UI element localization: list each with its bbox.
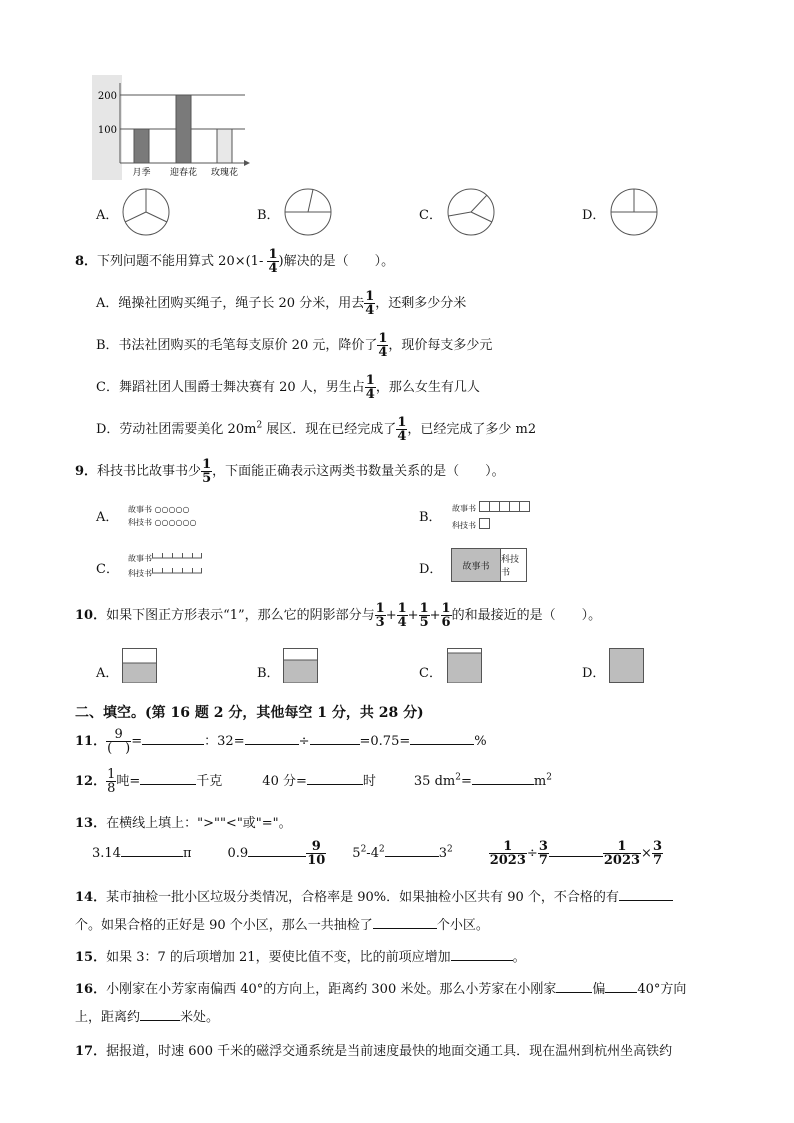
q16-blank-3[interactable] xyxy=(140,1008,180,1021)
category-label: 月季 xyxy=(132,168,151,178)
q7-option-b-label[interactable]: B． xyxy=(257,208,280,223)
q17: 17．据报道，时速 600 千米的磁浮交通系统是当前速度最快的地面交通工具．现在温州到杭州坐高铁约 xyxy=(75,1044,673,1059)
q16-blank-2[interactable] xyxy=(605,980,637,993)
tech-bar: 科技书 xyxy=(501,555,520,578)
story-segments xyxy=(152,551,204,559)
q11-blank-1[interactable] xyxy=(142,732,204,745)
y-tick-label: 200 xyxy=(97,91,117,102)
bar-chart xyxy=(92,75,252,185)
q8-option-b[interactable]: B．书法社团购买的毛笔每支原价 20 元，降价了 $\frac{1}{4}$ ，现价每支多少元 xyxy=(96,331,493,360)
q11-blank-4[interactable] xyxy=(410,732,474,745)
q7-option-a-label[interactable]: A． xyxy=(96,208,119,223)
q7-option-c-circle[interactable] xyxy=(445,186,497,238)
q7-option-a-circle[interactable] xyxy=(120,186,172,238)
q12-blank-3[interactable] xyxy=(472,772,534,785)
q15: 15．如果 3：7 的后项增加 21，要使比值不变，比的前项应增加 。 xyxy=(75,950,526,965)
x-axis-arrow xyxy=(244,160,250,166)
q10-option-d-label[interactable]: D． xyxy=(582,666,606,681)
q12: 12． $\frac{1}{8}$ 吨= 千克 40 分= 时 35 $dm^2= m^2$ xyxy=(75,767,552,796)
q8-option-c[interactable]: C．舞蹈社团人围爵士舞决赛有 20 人，男生占 $\frac{1}{4}$ ，那么女生有几人 xyxy=(96,373,480,402)
q13-items: 3.14 π 0.9 $\frac{9}{10}$ $5^2-4^2$ $3^2$ $\frac{1}{2023}$ ÷ $\frac{3}{7}$ $\frac{1}{2023}$ × $\frac{3}{7}$ xyxy=(92,839,662,868)
q7-option-b-circle[interactable] xyxy=(282,186,334,238)
bar-1 xyxy=(134,129,149,163)
q12-blank-2[interactable] xyxy=(307,772,363,785)
q9-option-d-label[interactable]: D． xyxy=(419,562,443,577)
q9-option-a-label[interactable]: A． xyxy=(96,510,119,525)
q13-blank-4[interactable] xyxy=(549,844,603,857)
bar-3 xyxy=(217,129,232,163)
q11: 11． $\frac{9}{( )}$ = ：32= ÷ =0.75= % xyxy=(75,727,487,756)
q9-option-b-figure[interactable]: 故事书 科技书 xyxy=(452,500,531,534)
q7-option-d-circle[interactable] xyxy=(608,186,660,238)
q15-blank[interactable] xyxy=(451,948,513,961)
q13-blank-2[interactable] xyxy=(248,844,306,857)
q14-line-2: 个。如果合格的正好是 90 个小区，那么一共抽检了 个小区。 xyxy=(75,918,489,933)
q16-blank-1[interactable] xyxy=(556,980,592,993)
category-label: 迎春花 xyxy=(169,168,198,178)
q10-option-d-square[interactable] xyxy=(609,648,645,684)
q16-line-2: 上，距离约 米处。 xyxy=(75,1010,220,1025)
q11-blank-2[interactable] xyxy=(245,732,299,745)
bar-2 xyxy=(176,95,191,163)
story-bar: 故事书 xyxy=(452,549,501,581)
q10-stem: 10．如果下图正方形表示“1”，那么它的阴影部分与 $\frac{1}{3}$ + $\frac{1}{4}$ + $\frac{1}{5}$ + $\frac{1}{6}$ 的和最接近的是（ ）。 xyxy=(75,601,602,630)
q7-option-c-label[interactable]: C． xyxy=(419,208,442,223)
q13-stem: 13．在横线上填上：">""<"或"="。 xyxy=(75,816,292,831)
tech-segments xyxy=(152,566,204,574)
q9-option-c-figure[interactable]: 故事书 科技书 xyxy=(128,551,152,581)
q13-blank-1[interactable] xyxy=(121,844,183,857)
q10-option-c-label[interactable]: C． xyxy=(419,666,442,681)
q14-blank-2[interactable] xyxy=(373,916,437,929)
q13-blank-3[interactable] xyxy=(385,844,439,857)
q7-option-d-label[interactable]: D． xyxy=(582,208,606,223)
category-label: 玫瑰花 xyxy=(210,168,239,178)
q10-option-a-label[interactable]: A． xyxy=(96,666,119,681)
q14-blank-1[interactable] xyxy=(619,888,673,901)
q9-option-a-figure[interactable]: 故事书 ○○○○○ 科技书 ○○○○○○ xyxy=(128,505,197,527)
q10-option-a-square[interactable] xyxy=(122,648,158,684)
q9-option-b-label[interactable]: B． xyxy=(419,510,442,525)
q9-option-d-figure[interactable] xyxy=(451,548,527,582)
q11-blank-3[interactable] xyxy=(310,732,360,745)
q8-option-d[interactable]: D．劳动社团需要美化 $20m^2$ 展区．现在已经完成了 $\frac{1}{4}$ ，已经完成了多少 m2 xyxy=(96,415,537,444)
section-2-title: 二、填空。(第 16 题 2 分，其他每空 1 分，共 28 分) xyxy=(75,705,424,721)
q16-line-1: 16．小刚家在小芳家南偏西 40°的方向上，距离约 300 米处。那么小芳家在小刚家 偏 40°方向 xyxy=(75,982,687,997)
q10-option-b-square[interactable] xyxy=(283,648,319,684)
q9-stem: 9．科技书比故事书少 $\frac{1}{5}$ ，下面能正确表示这两类书数量关系的是（ ）。 xyxy=(75,457,505,486)
q10-option-b-label[interactable]: B． xyxy=(257,666,280,681)
tech-boxes xyxy=(479,518,491,529)
y-tick-label: 100 xyxy=(97,125,117,136)
q14-line-1: 14．某市抽检一批小区垃圾分类情况，合格率是 90%．如果抽检小区共有 90 个，不合格的有 xyxy=(75,886,673,905)
q10-option-c-square[interactable] xyxy=(447,648,483,684)
q9-option-c-label[interactable]: C． xyxy=(96,562,119,577)
q8-option-a[interactable]: A．绳操社团购买绳子，绳子长 20 分米，用去 $\frac{1}{4}$ ，还剩多少分米 xyxy=(96,289,467,318)
q12-blank-1[interactable] xyxy=(140,772,196,785)
story-boxes xyxy=(479,501,531,512)
q8-stem: 8．下列问题不能用算式 20×(1- $\frac{1}{4}$ )解决的是（ ）。 xyxy=(75,247,395,276)
